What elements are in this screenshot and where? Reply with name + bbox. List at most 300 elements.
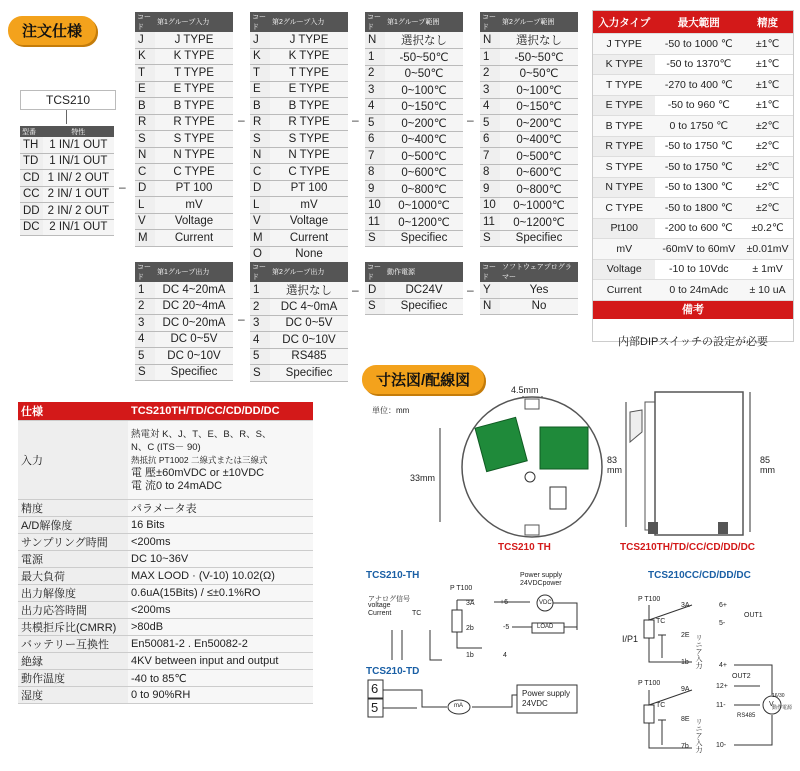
- wiring-cc-title: TCS210CC/CD/DD/DC: [648, 570, 751, 581]
- table-row: [365, 148, 463, 165]
- table-row: [20, 203, 114, 220]
- cc-tc: TC: [656, 618, 666, 625]
- spec-value: En50081-2 . En50082-2: [128, 636, 313, 653]
- code-cell: D: [250, 180, 270, 197]
- table-row: [365, 181, 463, 198]
- spec-value: 4KV between input and output: [128, 653, 313, 670]
- code-cell: L: [135, 197, 155, 214]
- value-cell: C TYPE: [270, 164, 348, 181]
- dim-85: 85 mm: [760, 455, 775, 475]
- table-row: [18, 517, 313, 534]
- spec-value: DC 10~36V: [128, 551, 313, 568]
- group1-output-table: [135, 262, 233, 381]
- value-cell: DC 0~10V: [155, 348, 233, 365]
- cc-rtd-2: リニア入力: [695, 718, 702, 753]
- value-cell: 0~1200℃: [385, 214, 463, 231]
- table-row: [135, 298, 233, 315]
- spec-input-line: N、C (ITS－ 90): [131, 441, 201, 453]
- group1-input-table: [135, 12, 233, 247]
- range-max: -50 to 1750 ℃: [655, 136, 742, 157]
- code-cell: C: [135, 164, 155, 181]
- order-spec-title: 注文仕様: [8, 16, 96, 45]
- spec-key: 電源: [18, 551, 128, 568]
- w-tc: TC: [412, 610, 422, 617]
- table-row: [250, 246, 348, 263]
- w-1b: 1b: [466, 652, 474, 659]
- dash: –: [119, 180, 126, 194]
- w-load: LOAD: [537, 624, 554, 630]
- code-cell: 1: [480, 49, 500, 66]
- table-row: [250, 348, 348, 365]
- table-row: [480, 230, 578, 247]
- value-cell: J TYPE: [155, 32, 233, 48]
- value-cell: 0~200℃: [500, 115, 578, 132]
- code-cell: 1: [250, 282, 270, 299]
- range-max: -50 to 1300 ℃: [655, 177, 742, 198]
- code-cell: 10: [365, 197, 385, 214]
- range-max: 0 to 24mAdc: [655, 280, 742, 301]
- dash: –: [352, 113, 359, 127]
- table-row: [250, 197, 348, 214]
- code-cell: 5: [135, 348, 155, 365]
- range-type: B TYPE: [593, 116, 655, 137]
- wiring-th-title: TCS210-TH: [366, 570, 420, 581]
- code-cell: DD: [20, 203, 43, 220]
- value-cell: 1 IN/ 2 OUT: [43, 170, 114, 187]
- table-row: [18, 534, 313, 551]
- code-cell: D: [135, 180, 155, 197]
- code-cell: R: [135, 114, 155, 131]
- spec-value: 16 Bits: [128, 517, 313, 534]
- cc-7b: 7b: [681, 743, 689, 750]
- table-row: [135, 197, 233, 214]
- value-head: 第1グループ出力: [155, 262, 233, 282]
- value-head: 第2グループ出力: [270, 262, 348, 282]
- value-cell: 2 IN/1 OUT: [43, 219, 114, 236]
- table-row: [135, 32, 233, 48]
- code-cell: S: [480, 230, 500, 247]
- dim-33: 33mm: [410, 473, 436, 483]
- table-row: [365, 49, 463, 66]
- code-cell: S: [135, 364, 155, 381]
- code-cell: 7: [365, 148, 385, 165]
- dash: –: [238, 113, 245, 127]
- value-cell: 2 IN/ 2 OUT: [43, 203, 114, 220]
- table-row: [250, 282, 348, 299]
- dimension-drawings: [380, 382, 800, 557]
- range-max: -10 to 10Vdc: [655, 259, 742, 280]
- code-cell: 9: [365, 181, 385, 198]
- range-acc: ±0.01mV: [742, 239, 793, 260]
- spec-key: 出力解像度: [18, 585, 128, 602]
- range-max: -50 to 1370℃: [655, 54, 742, 75]
- range-type: Voltage: [593, 259, 655, 280]
- spec-input-line: 電 壓±60mVDC or ±10VDC: [131, 466, 265, 479]
- value-cell: Specifiec: [270, 365, 348, 382]
- value-cell: 0~100℃: [385, 82, 463, 99]
- code-cell: S: [250, 131, 270, 148]
- cc-9a: 9A: [681, 686, 690, 693]
- cc-tc-2: TC: [656, 702, 666, 709]
- table-row: [593, 75, 793, 96]
- range-type: T TYPE: [593, 75, 655, 96]
- spec-input-line: 熱抵抗 PT1002 二線式または三線式: [131, 454, 268, 465]
- spec-value: 0 to 90%RH: [128, 687, 313, 704]
- value-cell: S TYPE: [155, 131, 233, 148]
- w-analog: アナログ信号: [368, 596, 410, 603]
- range-max: -50 to 960 ℃: [655, 95, 742, 116]
- code-cell: 2: [365, 65, 385, 82]
- spec-value: <200ms: [128, 534, 313, 551]
- table-row: [480, 164, 578, 181]
- cc-pt100: P T100: [638, 596, 661, 603]
- value-cell: mV: [270, 197, 348, 214]
- model-connector: [66, 110, 67, 124]
- code-cell: N: [250, 147, 270, 164]
- dash: –: [467, 113, 474, 127]
- table-row: [135, 331, 233, 348]
- range-type: K TYPE: [593, 54, 655, 75]
- value-cell: DC 0~20mA: [155, 315, 233, 332]
- value-cell: RS485: [270, 348, 348, 365]
- code-cell: S: [250, 365, 270, 382]
- range-head: 精度: [742, 11, 793, 34]
- table-row: [135, 315, 233, 332]
- dash: –: [352, 283, 359, 297]
- range-max: -50 to 1000 ℃: [655, 34, 742, 55]
- cc-o10: 10-: [716, 742, 727, 749]
- code-cell: 2: [250, 299, 270, 316]
- table-row: [365, 115, 463, 132]
- code-cell: B: [135, 98, 155, 115]
- value-cell: None: [270, 246, 348, 263]
- cc-o12: 12+: [716, 683, 728, 690]
- table-row: [250, 213, 348, 230]
- spec-key: 共模拒斥比(CMRR): [18, 619, 128, 636]
- dim-83: 83 mm: [607, 455, 622, 475]
- cc-2e: 2E: [681, 632, 690, 639]
- table-row: [250, 299, 348, 316]
- code-cell: T: [250, 65, 270, 82]
- value-cell: 0~800℃: [385, 181, 463, 198]
- spec-key: バッテリー互換性: [18, 636, 128, 653]
- code-cell: O: [250, 246, 270, 263]
- table-row: [480, 98, 578, 115]
- table-row: [365, 282, 463, 298]
- w-vdc: VDC: [539, 600, 552, 606]
- code-cell: E: [135, 81, 155, 98]
- value-cell: 0~600℃: [385, 164, 463, 181]
- range-max: 0 to 1750 ℃: [655, 116, 742, 137]
- range-max: -60mV to 60mV: [655, 239, 742, 260]
- table-row: [20, 137, 114, 153]
- table-row: [135, 364, 233, 381]
- range-acc: ±2℃: [742, 136, 793, 157]
- power-table: [365, 262, 463, 315]
- value-cell: B TYPE: [270, 98, 348, 115]
- value-cell: 0~500℃: [500, 148, 578, 165]
- table-row: [480, 282, 578, 298]
- w-ps4: 24VDC: [522, 699, 548, 708]
- table-row: [365, 298, 463, 315]
- cc-rtd: リニア入力: [695, 634, 702, 669]
- spec-key: 最大負荷: [18, 568, 128, 585]
- cc-o11: 11-: [716, 702, 726, 709]
- value-cell: 選択なし: [500, 32, 578, 49]
- table-row: [135, 114, 233, 131]
- model-name: TCS210: [20, 90, 116, 110]
- table-row: [480, 214, 578, 231]
- table-row: [593, 157, 793, 178]
- value-cell: 0~150℃: [500, 98, 578, 115]
- range-type: C TYPE: [593, 198, 655, 219]
- table-row: [135, 65, 233, 82]
- range-acc: ±1℃: [742, 54, 793, 75]
- spec-key: 絶縁: [18, 653, 128, 670]
- w-ps3: Power supply: [522, 689, 571, 698]
- spec-input-line: 熱電対 K、J、T、E、B、R、S、: [131, 428, 272, 440]
- caption-rail: TCS210TH/TD/CC/CD/DD/DC: [620, 542, 756, 553]
- table-row: [480, 32, 578, 49]
- code-cell: DC: [20, 219, 43, 236]
- spec-input-v: [128, 421, 313, 500]
- value-cell: Voltage: [155, 213, 233, 230]
- value-cell: K TYPE: [270, 48, 348, 65]
- w-5: -5: [503, 624, 510, 631]
- spec-value: -40 to 85℃: [128, 670, 313, 687]
- table-row: [365, 65, 463, 82]
- code-cell: 9: [480, 181, 500, 198]
- code-cell: 10: [480, 197, 500, 214]
- dash: –: [467, 283, 474, 297]
- value-cell: R TYPE: [270, 114, 348, 131]
- code-cell: J: [135, 32, 155, 48]
- range-acc: ±2℃: [742, 157, 793, 178]
- code-cell: 3: [250, 315, 270, 332]
- table-row: [20, 219, 114, 236]
- table-row: [480, 131, 578, 148]
- value-cell: 0~50℃: [385, 65, 463, 82]
- w-pt100: P T100: [450, 585, 473, 592]
- code-cell: T: [135, 65, 155, 82]
- value-cell: DC 0~10V: [270, 332, 348, 349]
- table-row: [18, 619, 313, 636]
- range-max: -270 to 400 ℃: [655, 75, 742, 96]
- cc-ip1: I/P1: [622, 634, 639, 644]
- range-head: 最大範囲: [655, 11, 742, 34]
- table-row: [480, 82, 578, 99]
- code-cell: N: [365, 32, 385, 49]
- range-acc: ±2℃: [742, 198, 793, 219]
- w-4: 4: [503, 652, 507, 659]
- dim-4-5: 4.5mm: [511, 385, 539, 395]
- cc-8e: 8E: [681, 716, 690, 723]
- code-cell: M: [135, 230, 155, 247]
- value-cell: K TYPE: [155, 48, 233, 65]
- range-type: Pt100: [593, 218, 655, 239]
- table-row: [135, 131, 233, 148]
- value-cell: 0~1000℃: [500, 197, 578, 214]
- dash: –: [238, 312, 245, 326]
- code-cell: S: [135, 131, 155, 148]
- table-row: [593, 177, 793, 198]
- code-cell: E: [250, 81, 270, 98]
- value-cell: No: [500, 298, 578, 315]
- w-2b: 2b: [466, 625, 474, 632]
- code-cell: 5: [480, 115, 500, 132]
- table-row: [480, 181, 578, 198]
- value-cell: -50~50℃: [385, 49, 463, 66]
- code-cell: D: [365, 282, 385, 298]
- range-max: -50 to 1800 ℃: [655, 198, 742, 219]
- code-head: コード: [365, 12, 385, 32]
- table-row: [250, 365, 348, 382]
- group2-input-table: [250, 12, 348, 263]
- caption-th: TCS210 TH: [498, 542, 551, 553]
- table-row: [480, 115, 578, 132]
- code-cell: N: [480, 32, 500, 49]
- table-row: [593, 95, 793, 116]
- value-cell: PT 100: [155, 180, 233, 197]
- table-row: [135, 98, 233, 115]
- table-row: [480, 197, 578, 214]
- value-cell: 1 IN/1 OUT: [43, 153, 114, 170]
- code-cell: 3: [365, 82, 385, 99]
- code-cell: 1: [365, 49, 385, 66]
- software-table: [480, 262, 578, 315]
- range-head: 入力タイプ: [593, 11, 655, 34]
- spec-value: >80dB: [128, 619, 313, 636]
- cc-out1: OUT1: [744, 612, 763, 619]
- value-cell: DC 20~4mA: [155, 298, 233, 315]
- table-row: [250, 32, 348, 48]
- value-cell: 選択なし: [270, 282, 348, 299]
- spec-key: 出力応答時間: [18, 602, 128, 619]
- code-cell: 11: [480, 214, 500, 231]
- value-cell: 選択なし: [385, 32, 463, 49]
- code-cell: M: [250, 230, 270, 247]
- spec-value: MAX LOOD · (V-10) 10.02(Ω): [128, 568, 313, 585]
- value-cell: Yes: [500, 282, 578, 298]
- w-6: +6: [500, 599, 508, 606]
- value-cell: 1 IN/1 OUT: [43, 137, 114, 153]
- table-row: [593, 54, 793, 75]
- cc-rs485: RS485: [737, 713, 756, 719]
- table-row: [250, 147, 348, 164]
- cc-pt100-2: P T100: [638, 680, 661, 687]
- value-head: 第2グループ入力: [270, 12, 348, 32]
- value-cell: E TYPE: [270, 81, 348, 98]
- code-cell: 6: [365, 131, 385, 148]
- group2-output-table: [250, 262, 348, 382]
- spec-key: 動作温度: [18, 670, 128, 687]
- spec-key: A/D解像度: [18, 517, 128, 534]
- value-cell: 0~100℃: [500, 82, 578, 99]
- table-row: [135, 213, 233, 230]
- table-row: [135, 164, 233, 181]
- value-cell: R TYPE: [155, 114, 233, 131]
- range-type: N TYPE: [593, 177, 655, 198]
- spec-value: パラメータ表: [128, 500, 313, 517]
- note-head: 備考: [593, 301, 793, 319]
- spec-key: 精度: [18, 500, 128, 517]
- code-cell: S: [365, 298, 385, 315]
- cc-1b: 1b: [681, 659, 689, 666]
- table-row: [365, 82, 463, 99]
- w-ps2: 24VDCpower: [520, 580, 562, 587]
- code-cell: 4: [480, 98, 500, 115]
- range-type: J TYPE: [593, 34, 655, 55]
- code-cell: 6: [480, 131, 500, 148]
- code-head: コード: [365, 262, 385, 282]
- table-row: [593, 218, 793, 239]
- spec-input-k: 入力: [18, 421, 128, 500]
- table-row: [250, 230, 348, 247]
- value-cell: DC 4~0mA: [270, 299, 348, 316]
- value-cell: J TYPE: [270, 32, 348, 48]
- table-row: [18, 687, 313, 704]
- w-ma: mA: [454, 703, 463, 709]
- table-row: [250, 48, 348, 65]
- table-row: [365, 164, 463, 181]
- table-row: [20, 153, 114, 170]
- cc-out2: OUT2: [732, 673, 751, 680]
- range-max: -50 to 1750 ℃: [655, 157, 742, 178]
- table-row: [135, 348, 233, 365]
- value-cell: T TYPE: [155, 65, 233, 82]
- value-head: 動作電源: [385, 262, 463, 282]
- model-head-spec: 特性: [43, 126, 114, 137]
- range-acc: ±1℃: [742, 95, 793, 116]
- value-cell: 0~50℃: [500, 65, 578, 82]
- code-head: コード: [480, 262, 500, 282]
- range-type: S TYPE: [593, 157, 655, 178]
- value-cell: Specifiec: [500, 230, 578, 247]
- code-cell: J: [250, 32, 270, 48]
- code-cell: 3: [135, 315, 155, 332]
- code-cell: N: [135, 147, 155, 164]
- model-table: [20, 126, 114, 236]
- value-cell: 0~1000℃: [385, 197, 463, 214]
- table-row: [135, 147, 233, 164]
- value-cell: Current: [270, 230, 348, 247]
- code-cell: 8: [480, 164, 500, 181]
- code-cell: C: [250, 164, 270, 181]
- range-type: R TYPE: [593, 136, 655, 157]
- table-row: [480, 65, 578, 82]
- note-text: 内部DIPスイッチの設定が必要: [618, 335, 768, 348]
- value-cell: C TYPE: [155, 164, 233, 181]
- code-cell: 8: [365, 164, 385, 181]
- code-cell: TD: [20, 153, 43, 170]
- table-row: [480, 49, 578, 66]
- value-cell: 0~600℃: [500, 164, 578, 181]
- value-cell: 0~1200℃: [500, 214, 578, 231]
- table-row: [480, 298, 578, 315]
- table-row: [18, 500, 313, 517]
- value-cell: DC24V: [385, 282, 463, 298]
- cc-o6: 6+: [719, 602, 727, 609]
- dims-title: 寸法図/配線図: [362, 365, 484, 394]
- code-cell: CD: [20, 170, 43, 187]
- value-cell: 0~800℃: [500, 181, 578, 198]
- cc-o4: 4+: [719, 662, 727, 669]
- cc-3a: 3A: [681, 602, 690, 609]
- code-head: コード: [250, 262, 270, 282]
- code-cell: 4: [135, 331, 155, 348]
- table-row: [18, 568, 313, 585]
- code-head: コード: [135, 262, 155, 282]
